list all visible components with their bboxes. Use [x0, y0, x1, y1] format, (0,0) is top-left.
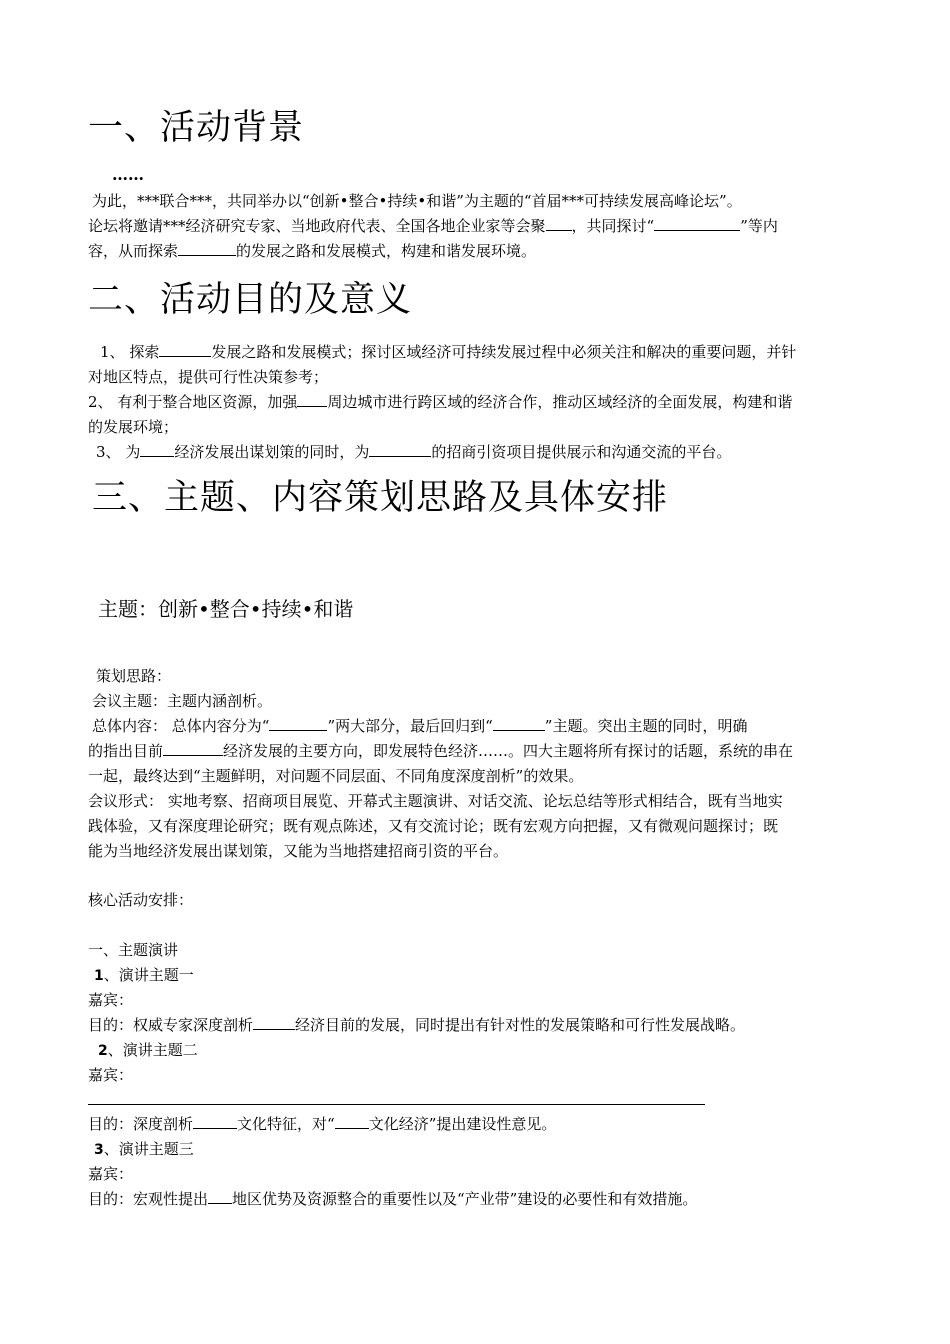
blank-field	[369, 440, 431, 457]
ellipsis: ……	[112, 165, 144, 184]
keynote-topic-3: 3、演讲主题三	[94, 1140, 194, 1158]
overall-content-line: 总体内容： 总体内容分为“ ”两大部分，最后回归到“ ”主题。突出主题的同时，明确	[88, 714, 872, 739]
blank-field	[654, 214, 740, 231]
blank-field	[253, 1013, 295, 1030]
blank-field	[297, 390, 327, 407]
keynote-topic-2: 2、演讲主题二	[98, 1041, 198, 1059]
overall-content-line: 一起，最终达到“主题鲜明，对问题不同层面、不同角度深度剖析”的效果。	[88, 767, 584, 785]
blank-field	[140, 440, 174, 457]
keynote-aim-1: 目的：权威专家深度剖析 经济目前的发展，同时提出有针对性的发展策略和可行性发展战略。	[88, 1013, 868, 1038]
purpose-item-3: 3、 为 经济发展出谋划策的同时，为 的招商引资项目提供展示和沟通交流的平台。	[88, 440, 876, 465]
background-paragraph-line: 容，从而探索 的发展之路和发展模式，构建和谐发展环境。	[88, 239, 868, 264]
purpose-item-2-cont: 的发展环境；	[88, 418, 179, 436]
purpose-item-1-cont: 对地区特点，提供可行性决策参考；	[88, 368, 329, 386]
meeting-theme: 会议主题：主题内涵剖析。	[92, 692, 273, 710]
keynote-aim-2: 目的：深度剖析 文化特征，对“ 文化经济”提出建设性意见。	[88, 1112, 868, 1137]
blank-field	[159, 340, 211, 357]
blank-field	[208, 1187, 232, 1204]
blank-field	[269, 714, 327, 731]
background-paragraph-line: 论坛将邀请***经济研究专家、当地政府代表、全国各地企业家等会聚 ，共同探讨“ ”等内	[88, 214, 868, 239]
keynote-aim-3: 目的：宏观性提出 地区优势及资源整合的重要性以及“产业带”建设的必要性和有效措施。	[88, 1187, 868, 1212]
planning-label: 策划思路：	[96, 667, 172, 685]
purpose-item-2: 2、 有利于整合地区资源，加强 周边城市进行跨区域的经济合作，推动区域经济的全面发展，构建和谐	[88, 390, 868, 415]
section-heading-purpose: 二、活动目的及意义	[88, 280, 413, 320]
purpose-item-1: 1、 探索 发展之路和发展模式；探讨区域经济可持续发展过程中必须关注和解决的重要问题，并针	[88, 340, 880, 365]
background-paragraph-line: 为此，***联合***，共同举办以“创新•整合•持续•和谐”为主题的“首届***可持续发展高峰论坛”。	[92, 192, 742, 210]
meeting-form-line: 会议形式： 实地考察、招商项目展览、开幕式主题演讲、对话交流、论坛总结等形式相结合，既有当地实	[88, 792, 783, 810]
guest-label: 嘉宾：	[88, 1165, 134, 1183]
keynote-topic-1: 1、演讲主题一	[94, 966, 194, 984]
blank-field	[335, 1112, 369, 1129]
section-heading-background: 一、活动背景	[88, 108, 305, 148]
core-activities-label: 核心活动安排：	[88, 891, 194, 909]
overall-content-line: 的指出目前 经济发展的主要方向，即发展特色经济……。四大主题将所有探讨的话题，系统的串在	[88, 739, 868, 764]
blank-field	[493, 714, 545, 731]
blank-field	[193, 1112, 237, 1129]
theme-line: 主题：创新•整合•持续•和谐	[98, 597, 354, 621]
meeting-form-line: 能为当地经济发展出谋划策，又能为当地搭建招商引资的平台。	[88, 842, 509, 860]
guest-label: 嘉宾：	[88, 1066, 134, 1084]
meeting-form-line: 践体验，又有深度理论研究；既有观点陈述，又有交流讨论；既有宏观方向把握，又有微观问题探讨；既	[88, 817, 779, 835]
guest-label: 嘉宾：	[88, 991, 134, 1009]
blank-field	[178, 239, 236, 256]
keynote-part-title: 一、主题演讲	[88, 941, 179, 959]
blank-field	[546, 214, 572, 231]
horizontal-rule	[88, 1104, 705, 1105]
section-heading-theme-plan: 三、主题、内容策划思路及具体安排	[92, 478, 669, 518]
blank-field	[163, 739, 223, 756]
